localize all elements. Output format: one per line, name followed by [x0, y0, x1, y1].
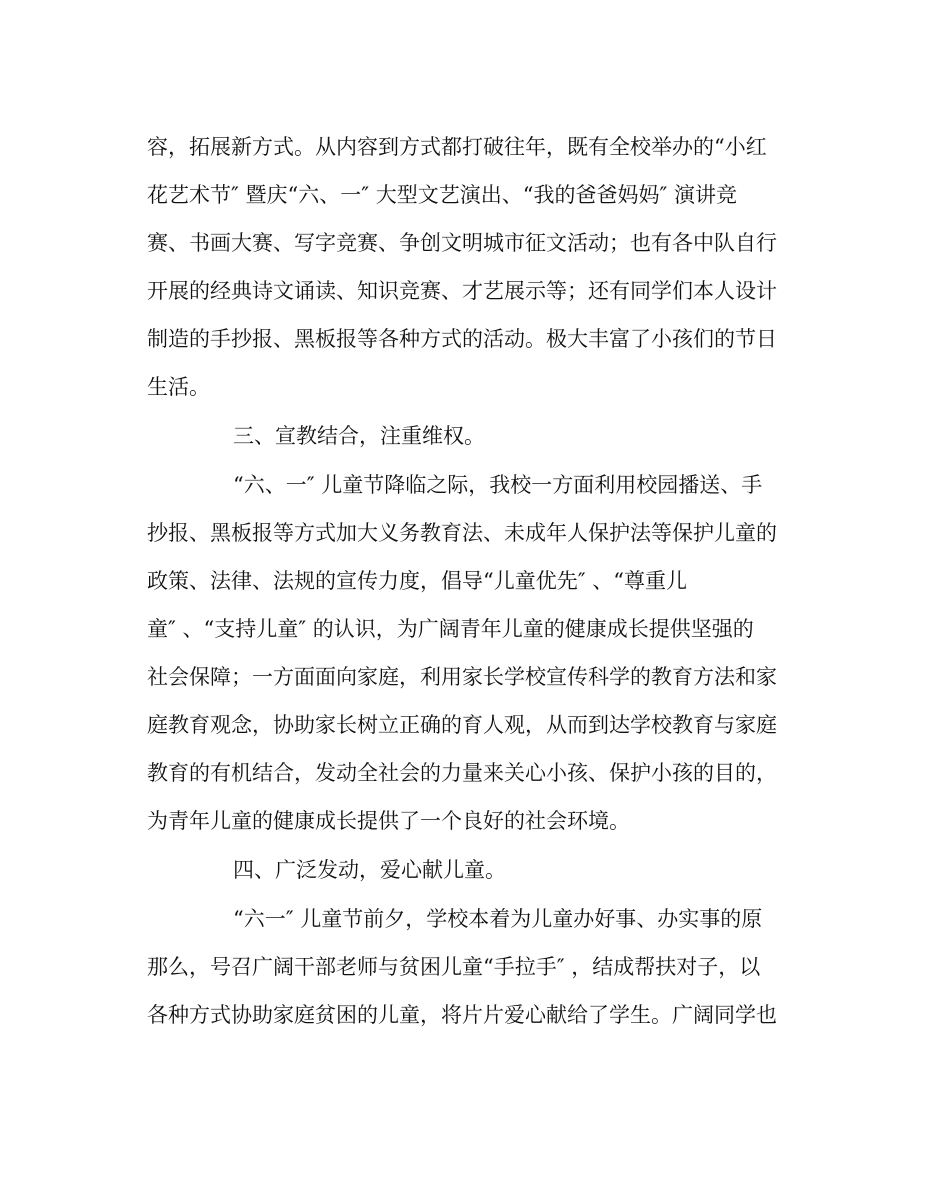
body-line: 赛、书画大赛、写字竞赛、争创文明城市征文活动；也有各中队自行 [147, 231, 777, 255]
body-line: 花艺术节″ 暨庆“六、一″ 大型文艺演出、“我的爸爸妈妈″ 演讲竞 [147, 183, 738, 207]
section-heading: 三、宣教结合，注重维权。 [233, 424, 485, 448]
body-line: 容，拓展新方式。从内容到方式都打破往年，既有全校举办的“小红 [147, 135, 767, 159]
body-line: 抄报、黑板报等方式加大义务教育法、未成年人保护法等保护儿童的 [147, 521, 777, 545]
body-line: 开展的经典诗文诵读、知识竞赛、才艺展示等；还有同学们本人设计 [147, 279, 777, 303]
body-line: 那么，号召广阔干部老师与贫困儿童“手拉手″ ，结成帮扶对子，以 [147, 955, 761, 979]
body-line: 为青年儿童的健康成长提供了一个良好的社会环境。 [147, 809, 630, 833]
body-line: 制造的手抄报、黑板报等各种方式的活动。极大丰富了小孩们的节日 [147, 327, 777, 351]
body-line: 教育的有机结合，发动全社会的力量来关心小孩、保护小孩的目的， [147, 761, 777, 785]
section-heading: 四、广泛发动，爱心献儿童。 [233, 858, 506, 882]
body-line: 童″ 、“支持儿童″ 的认识，为广阔青年儿童的健康成长提供坚强的 [147, 617, 754, 641]
body-line: “六一″ 儿童节前夕，学校本着为儿童办好事、办实事的原 [233, 907, 763, 931]
body-line: 庭教育观念，协助家长树立正确的育人观，从而到达学校教育与家庭 [147, 713, 777, 737]
body-line: 社会保障；一方面面向家庭，利用家长学校宣传科学的教育方法和家 [147, 665, 777, 689]
body-line: 生活。 [147, 375, 210, 399]
body-line: “六、一″ 儿童节降临之际，我校一方面利用校园播送、手 [233, 473, 763, 497]
body-line: 各种方式协助家庭贫困的儿童，将片片爱心献给了学生。广阔同学也 [147, 1003, 777, 1027]
body-line: 政策、法律、法规的宣传力度，倡导“儿童优先″ 、“尊重儿 [147, 569, 687, 593]
